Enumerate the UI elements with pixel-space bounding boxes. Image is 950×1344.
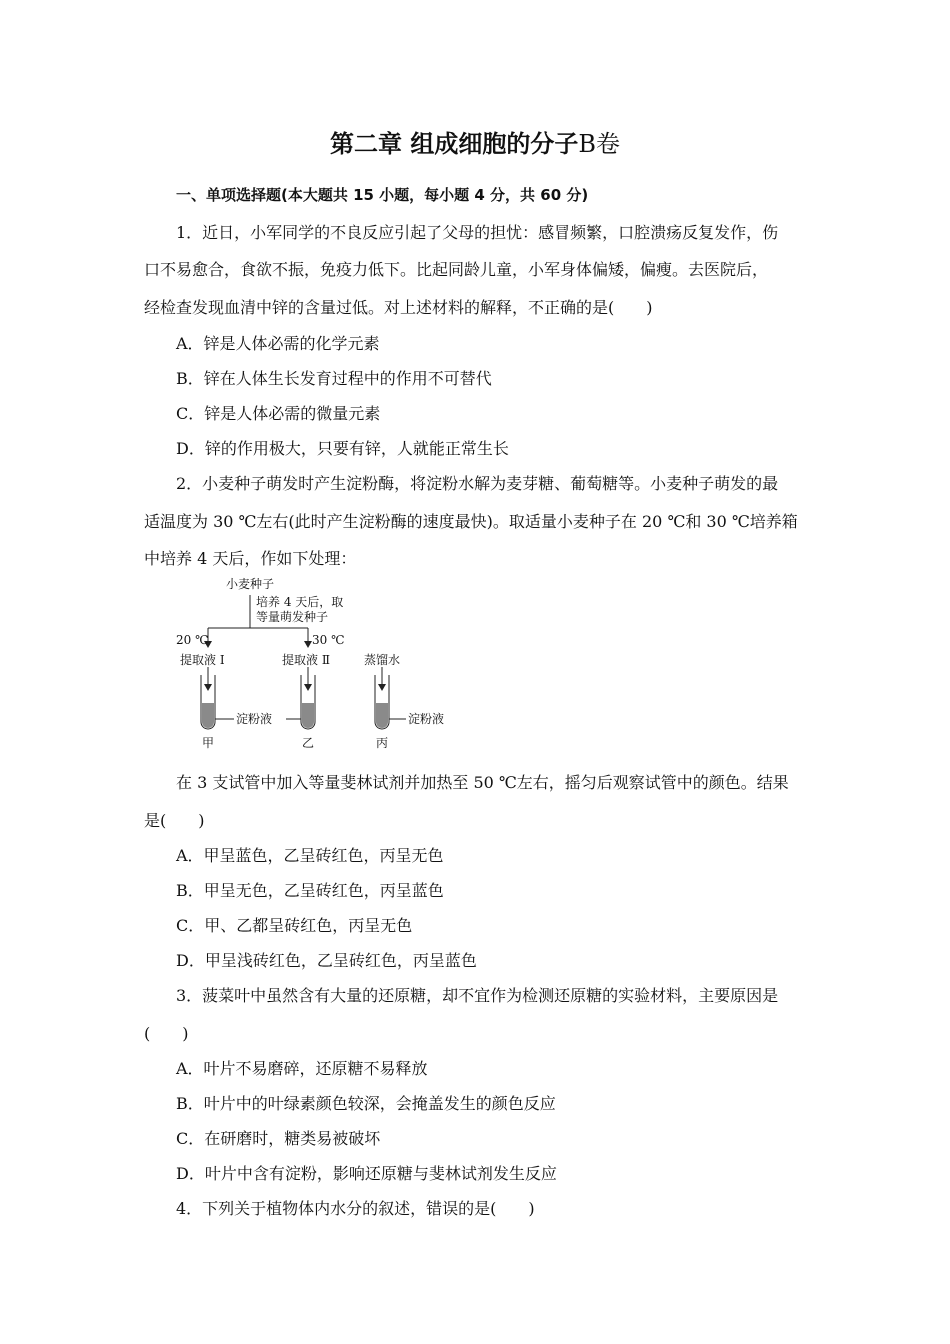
diagram-tube-yi: 乙 (302, 736, 315, 750)
diagram-step-line-2: 等量萌发种子 (256, 610, 329, 624)
q3-option-d: D．叶片中含有淀粉，影响还原糖与斐林试剂发生反应 (176, 1164, 557, 1183)
q3-option-b: B．叶片中的叶绿素颜色较深，会掩盖发生的颜色反应 (176, 1094, 556, 1113)
experiment-diagram (150, 570, 470, 755)
q3-option-c: C．在研磨时，糖类易被破坏 (176, 1129, 381, 1148)
page-title (0, 124, 950, 159)
q1-option-b: B．锌在人体生长发育过程中的作用不可替代 (176, 369, 492, 388)
diagram-seed-label: 小麦种子 (226, 577, 275, 591)
q4-line-1: 4．下列关于植物体内水分的叙述，错误的是( ) (176, 1199, 535, 1218)
diagram-tube-jia: 甲 (202, 736, 215, 750)
q1-option-d: D．锌的作用极大，只要有锌，人就能正常生长 (176, 439, 509, 458)
title-main: 第二章 组成细胞的分子 (330, 130, 579, 158)
section-header: 一、单项选择题(本大题共 15 小题，每小题 4 分，共 60 分) (176, 186, 589, 204)
diagram-starch-label-2: 淀粉液 (408, 712, 445, 726)
diagram-extract-2: 提取液 Ⅱ (282, 653, 330, 667)
q2-option-c: C．甲、乙都呈砖红色，丙呈无色 (176, 916, 413, 935)
q2-option-a: A．甲呈蓝色，乙呈砖红色，丙呈无色 (176, 846, 444, 865)
q3-line-2: ( ) (144, 1024, 189, 1043)
diagram-temp-30: 30 ℃ (312, 633, 345, 647)
q1-option-a: A．锌是人体必需的化学元素 (176, 334, 380, 353)
q2-option-b: B．甲呈无色，乙呈砖红色，丙呈蓝色 (176, 881, 444, 900)
diagram-step-line-1: 培养 4 天后，取 (256, 595, 344, 609)
q1-option-c: C．锌是人体必需的微量元素 (176, 404, 381, 423)
q3-option-a: A．叶片不易磨碎，还原糖不易释放 (176, 1059, 428, 1078)
q1-line-3: 经检查发现血清中锌的含量过低。对上述材料的解释，不正确的是( ) (144, 298, 653, 317)
diagram-temp-20: 20 ℃ (176, 633, 209, 647)
q2-line-2: 适温度为 30 ℃左右(此时产生淀粉酶的速度最快)。取适量小麦种子在 20 ℃和 30 ℃培养箱 (144, 512, 798, 531)
q2-after-line-1: 在 3 支试管中加入等量斐林试剂并加热至 50 ℃左右，摇匀后观察试管中的颜色。结果 (176, 773, 789, 792)
q3-line-1: 3．菠菜叶中虽然含有大量的还原糖，却不宜作为检测还原糖的实验材料，主要原因是 (176, 986, 779, 1005)
q1-line-1: 1．近日，小军同学的不良反应引起了父母的担忧：感冒频繁，口腔溃疡反复发作，伤 (176, 223, 779, 242)
diagram-distilled-water: 蒸馏水 (364, 653, 401, 667)
q2-after-line-2: 是( ) (144, 811, 205, 830)
title-suffix: B卷 (578, 130, 620, 158)
diagram-starch-label-1: 淀粉液 (236, 712, 273, 726)
diagram-extract-1: 提取液 Ⅰ (180, 653, 225, 667)
diagram-tube-bing: 丙 (376, 736, 389, 750)
q2-option-d: D．甲呈浅砖红色，乙呈砖红色，丙呈蓝色 (176, 951, 477, 970)
q2-line-1: 2．小麦种子萌发时产生淀粉酶，将淀粉水解为麦芽糖、葡萄糖等。小麦种子萌发的最 (176, 474, 779, 493)
q2-line-3: 中培养 4 天后，作如下处理： (144, 549, 357, 568)
q1-line-2: 口不易愈合，食欲不振，免疫力低下。比起同龄儿童，小军身体偏矮，偏瘦。去医院后， (144, 260, 769, 279)
